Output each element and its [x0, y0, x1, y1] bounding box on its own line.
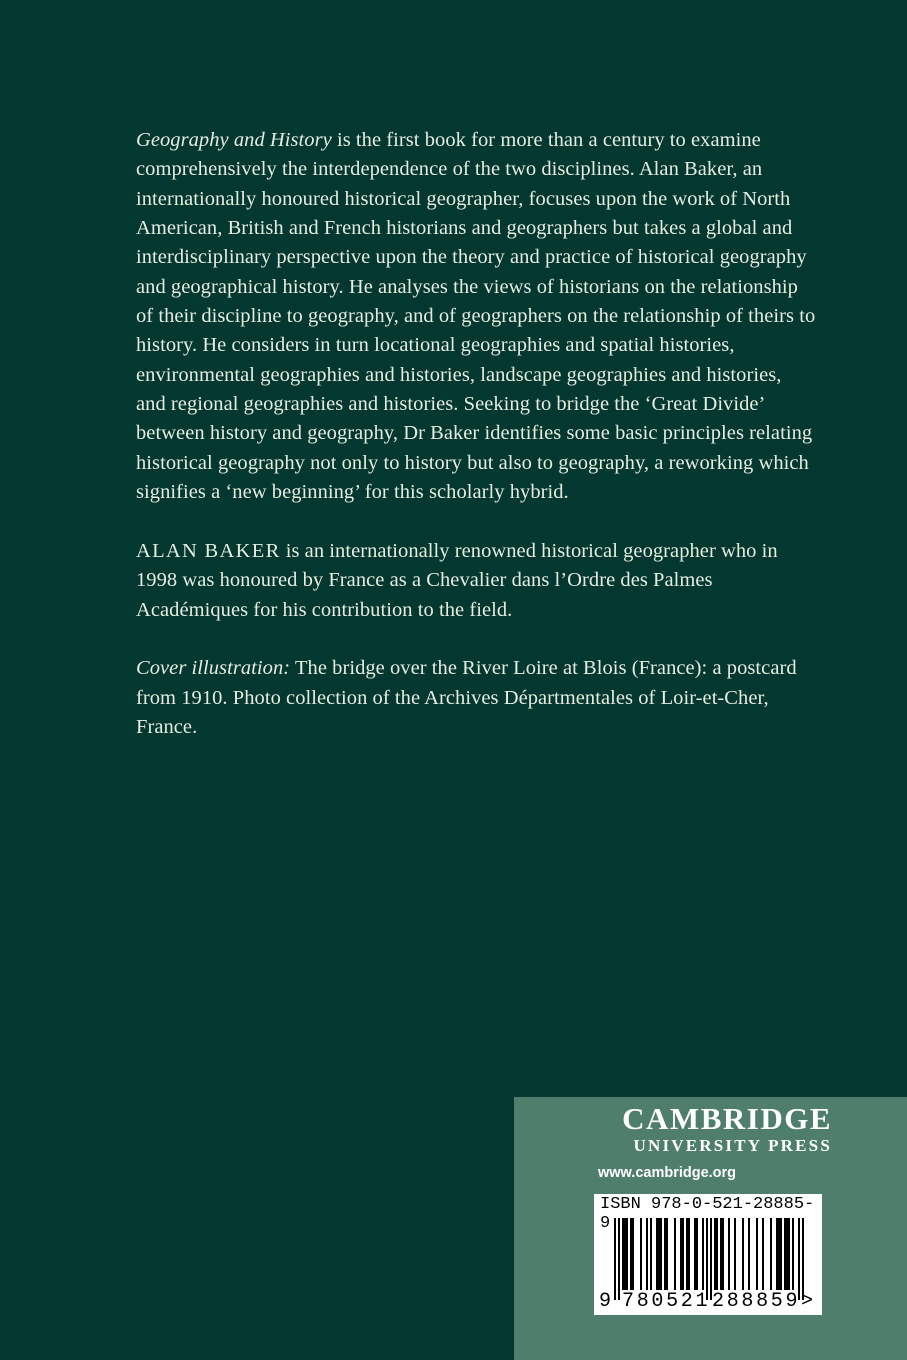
- author-bio-text: is an internationally renowned historical geographer who in 1998 was honoured by France as a Chevalier dans l’Ordre des Palmes Académiques for his contribution to the field.: [136, 539, 778, 621]
- back-cover-copy: [136, 126, 816, 772]
- publisher-url: www.cambridge.org: [598, 1165, 737, 1181]
- cover-credit-text: The bridge over the River Loire at Blois (France): a postcard from 1910. Photo collection of the Archives Départmentales of Loir-et-Cher, France.: [136, 657, 797, 738]
- publisher-panel: [514, 1097, 907, 1360]
- cover-credit-label: Cover illustration:: [136, 657, 291, 680]
- description-text: is the first book for more than a century to examine comprehensively the interdependence of the two disciplines. Alan Baker, an internationally honoured historical geographer, focuses upon the work of North American, British and French historians and geographers but takes a global and interdisciplinary perspective upon the theory and practice of historical geography and geographical history. He analyses the views of historians on the relationship of their discipline to geography, and of geographers on the relationship of theirs to history. He considers in turn locational geographies and spatial histories, environmental geographies and histories, landscape geographies and histories, and regional geographies and histories. Seeking to bridge the ‘Great Divide’ between history and geography, Dr Baker identifies some basic principles relating historical geography not only to history but also to geography, a reworking which signifies a ‘new beginning’ for this scholarly hybrid.: [136, 129, 816, 504]
- barcode-first-digit: 9: [599, 1290, 612, 1313]
- isbn-number: ISBN 978-0-521-28885-9: [600, 1195, 815, 1233]
- cover-credit: [136, 654, 816, 742]
- author-bio: [136, 537, 816, 625]
- barcode-left-group: 780521: [622, 1290, 711, 1313]
- publisher-subname: UNIVERSITY PRESS: [633, 1136, 832, 1155]
- barcode-end-mark: >: [801, 1290, 814, 1313]
- barcode-right-group: 288859: [712, 1290, 801, 1313]
- book-title: Geography and History: [136, 129, 332, 151]
- book-description: [136, 126, 816, 507]
- author-name: ALAN BAKER: [136, 539, 281, 562]
- barcode: [594, 1194, 822, 1315]
- publisher-logo: [514, 1103, 832, 1157]
- publisher-name: CAMBRIDGE: [622, 1101, 832, 1136]
